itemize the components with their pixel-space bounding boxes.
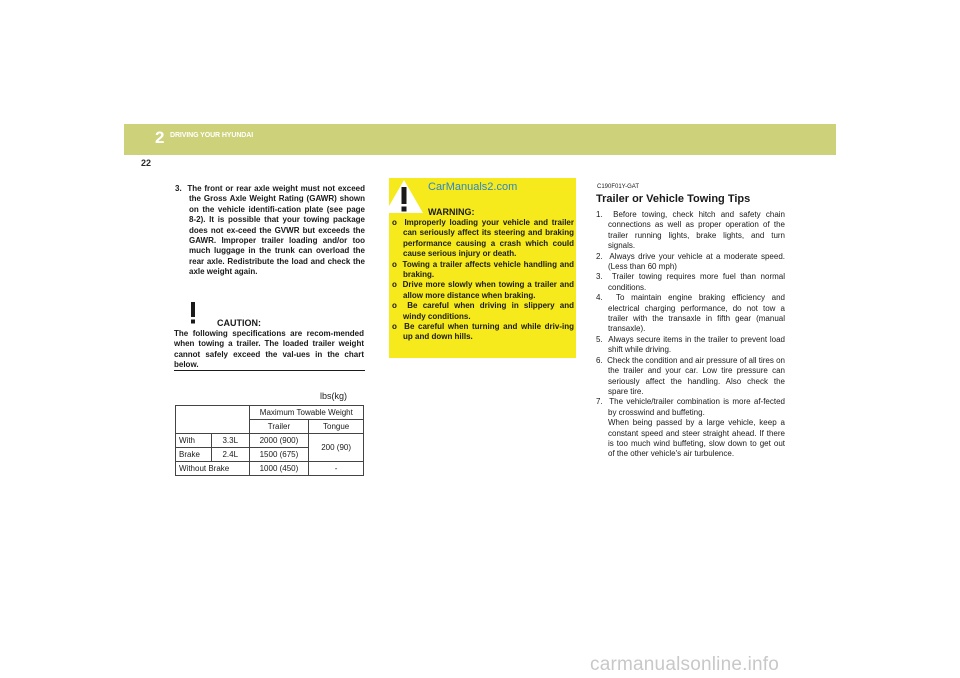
table-engine-cell: 3.3L (211, 434, 249, 448)
tip-continuation: When being passed by a large vehicle, keep a constant speed and steer straight ahead. If there is too much wind buffeting, slow down to get out of the other vehicle's air turbulence. (608, 418, 785, 459)
item-text: The front or rear axle weight must not exceed the Gross Axle Weight Rating (GAWR) shown on the vehicle identifi-cation plate (see page 8-2). It is possible that your towing package does not ex-ceed the GVWR but exceeds the GAWR. Improper trailer loading and/or too much luggage in the trunk can overload the rear axle. Redistribute the load and check the axle weight again. (187, 184, 365, 277)
table-empty-cell (176, 406, 250, 434)
tip-text: Before towing, check hitch and safety chain connections as well as proper operation of the trailer running lights, brake lights, and turn signals. (608, 210, 785, 251)
tip-number: 2. (596, 251, 603, 261)
units-label: lbs(kg) (320, 391, 348, 401)
tip-text: Trailer towing requires more fuel than normal conditions. (608, 272, 785, 292)
table-header-main: Maximum Towable Weight (249, 406, 363, 420)
table-engine-cell: 2.4L (211, 448, 249, 462)
warning-item (392, 301, 574, 322)
tip-item (596, 397, 785, 418)
caution-warning-icon (173, 298, 213, 326)
tip-number: 7. (596, 397, 603, 407)
axle-weight-item (175, 184, 365, 278)
warning-text: Improperly loading your vehicle and trailer can seriously affect its steering and braking performance causing a crash which could cause serious injury or death. (403, 218, 574, 259)
tip-item (596, 293, 785, 335)
tip-item (596, 252, 785, 273)
caution-text: The following specifications are recom-mended when towing a trailer. The loaded trailer weight cannot safely exceed the val-ues in the chart below. (174, 329, 364, 370)
footer-watermark: carmanualsonline.info (590, 654, 780, 675)
section-title: Trailer or Vehicle Towing Tips (596, 193, 751, 205)
warning-text: Drive more slowly when towing a trailer and allow more distance when braking. (402, 280, 574, 300)
chapter-header-band (124, 124, 836, 155)
table-tongue-cell: 200 (90) (309, 434, 364, 462)
table-header-tongue: Tongue (309, 420, 364, 434)
section-code: C190F01Y-GAT (597, 184, 640, 190)
warning-text: Towing a trailer affects vehicle handling and braking. (402, 259, 574, 280)
table-tongue-cell: - (309, 462, 364, 476)
item-number: 3. (175, 184, 182, 193)
warning-item (392, 260, 574, 281)
table-row-label: With (176, 434, 212, 448)
bullet: o (392, 259, 397, 269)
tip-number: 6. (596, 355, 603, 365)
caution-title: CAUTION: (217, 318, 261, 328)
table-trailer-cell: 1500 (675) (249, 448, 309, 462)
warning-text: Be careful when turning and while driv-ing up and down hills. (403, 322, 574, 342)
table-row-label: Brake (176, 448, 212, 462)
table-row-label: Without Brake (176, 462, 250, 476)
warning-title: WARNING: (428, 207, 475, 217)
warning-item (392, 322, 574, 343)
tip-text: Check the condition and air pressure of all tires on the trailer and your car. Low tire pressure can seriously affect the handling. Also check the spare tire. (607, 355, 785, 396)
tip-item (596, 272, 785, 293)
chapter-number: 2 (155, 128, 165, 147)
tip-text: To maintain engine braking efficiency and electrical charging performance, do not tow a trailer with the transaxle in fifth gear (manual transaxle). (608, 293, 785, 334)
caution-divider (174, 370, 365, 371)
tip-text: Always secure items in the trailer to prevent load shift while driving. (608, 334, 785, 355)
watermark-link[interactable]: CarManuals2.com (428, 181, 518, 193)
warning-item (392, 218, 574, 260)
table-trailer-cell: 2000 (900) (249, 434, 309, 448)
bullet: o (392, 218, 397, 227)
warning-text: Be careful when driving in slippery and windy conditions. (403, 301, 575, 321)
towing-tips-list (596, 210, 785, 460)
tip-number: 5. (596, 334, 603, 344)
tip-item (596, 335, 785, 356)
tip-item (596, 356, 785, 398)
table-header-trailer: Trailer (249, 420, 309, 434)
warning-list (392, 218, 574, 343)
tip-item (596, 210, 785, 252)
chapter-title: DRIVING YOUR HYUNDAI (170, 132, 254, 139)
tip-number: 1. (596, 210, 603, 219)
warning-triangle-icon (384, 179, 424, 214)
tip-text: Always drive your vehicle at a moderate speed. (Less than 60 mph) (608, 251, 786, 272)
tip-number: 3. (596, 272, 603, 282)
tip-text: The vehicle/trailer combination is more af-fected by crosswind and buffeting. (608, 397, 786, 417)
table-trailer-cell: 1000 (450) (249, 462, 309, 476)
tip-number: 4. (596, 293, 603, 303)
towing-weight-table (175, 405, 364, 476)
bullet: o (392, 322, 397, 332)
bullet: o (392, 280, 397, 290)
warning-item (392, 280, 574, 301)
bullet: o (392, 301, 397, 311)
page-number: 22 (141, 158, 152, 168)
